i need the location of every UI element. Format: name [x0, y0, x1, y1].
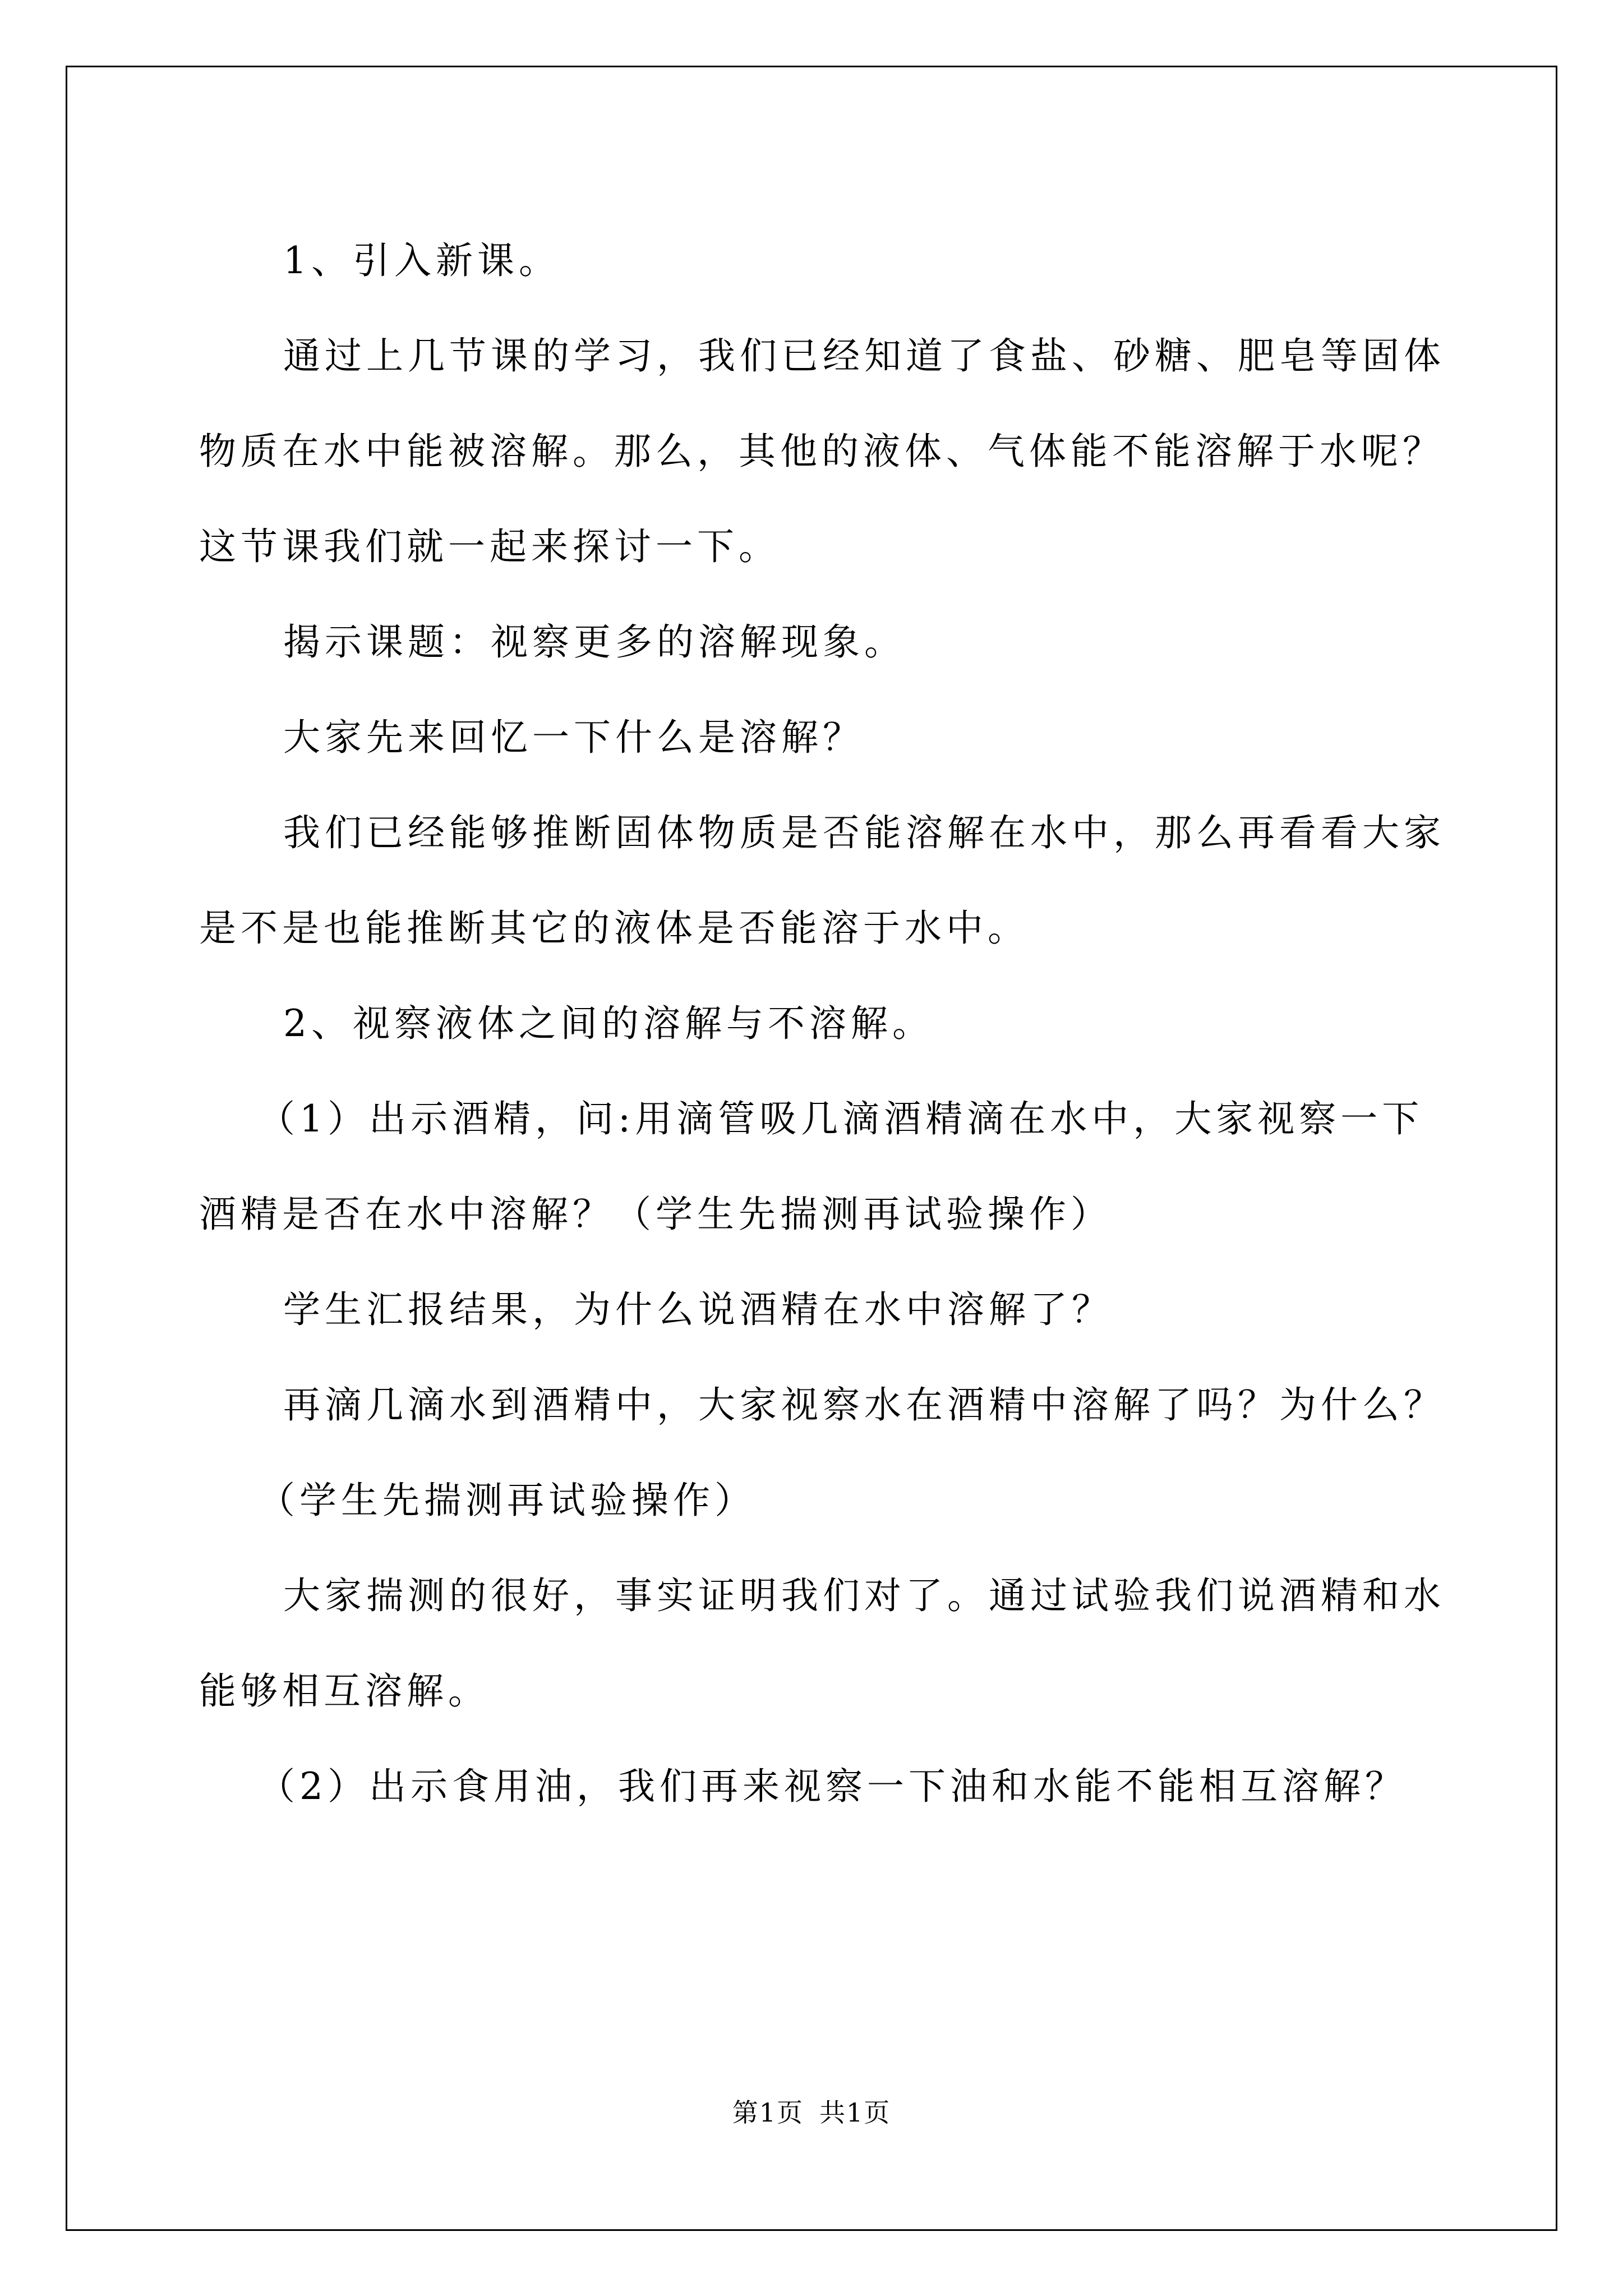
paragraph-17: （2）出示食用油，我们再来视察一下油和水能不能相互溶解？ — [258, 1765, 1407, 1808]
paragraph-16: 能够相互溶解。 — [199, 1669, 490, 1713]
page-total: 共1页 — [819, 2097, 891, 2128]
paragraph-7: 我们已经能够推断固体物质是否能溶解在水中，那么再看看大家 — [283, 811, 1445, 854]
paragraph-12: 学生汇报结果，为什么说酒精在水中溶解了？ — [283, 1288, 1113, 1331]
page-footer — [0, 2092, 1623, 2129]
paragraph-5: 揭示课题：视察更多的溶解现象。 — [283, 620, 906, 664]
page-number: 第1页 — [732, 2097, 804, 2128]
paragraph-3: 物质在水中能被溶解。那么，其他的液体、气体能不能溶解于水呢？ — [199, 430, 1444, 473]
paragraph-6: 大家先来回忆一下什么是溶解？ — [283, 716, 864, 759]
paragraph-11: 酒精是否在水中溶解？（学生先揣测再试验操作） — [199, 1193, 1112, 1236]
paragraph-8: 是不是也能推断其它的液体是否能溶于水中。 — [199, 907, 1029, 950]
paragraph-2: 通过上几节课的学习，我们已经知道了食盐、砂糖、肥皂等固体 — [283, 334, 1445, 378]
document-body — [199, 213, 1445, 1834]
paragraph-1: 1、引入新课。 — [283, 239, 560, 282]
paragraph-10: （1）出示酒精，问:用滴管吸几滴酒精滴在水中，大家视察一下 — [258, 1097, 1424, 1140]
paragraph-14: （学生先揣测再试验操作） — [258, 1479, 756, 1522]
paragraph-13: 再滴几滴水到酒精中，大家视察水在酒精中溶解了吗？为什么？ — [283, 1383, 1445, 1427]
paragraph-9: 2、视察液体之间的溶解与不溶解。 — [283, 1002, 934, 1045]
paragraph-4: 这节课我们就一起来探讨一下。 — [199, 525, 780, 568]
paragraph-15: 大家揣测的很好，事实证明我们对了。通过试验我们说酒精和水 — [283, 1574, 1445, 1617]
